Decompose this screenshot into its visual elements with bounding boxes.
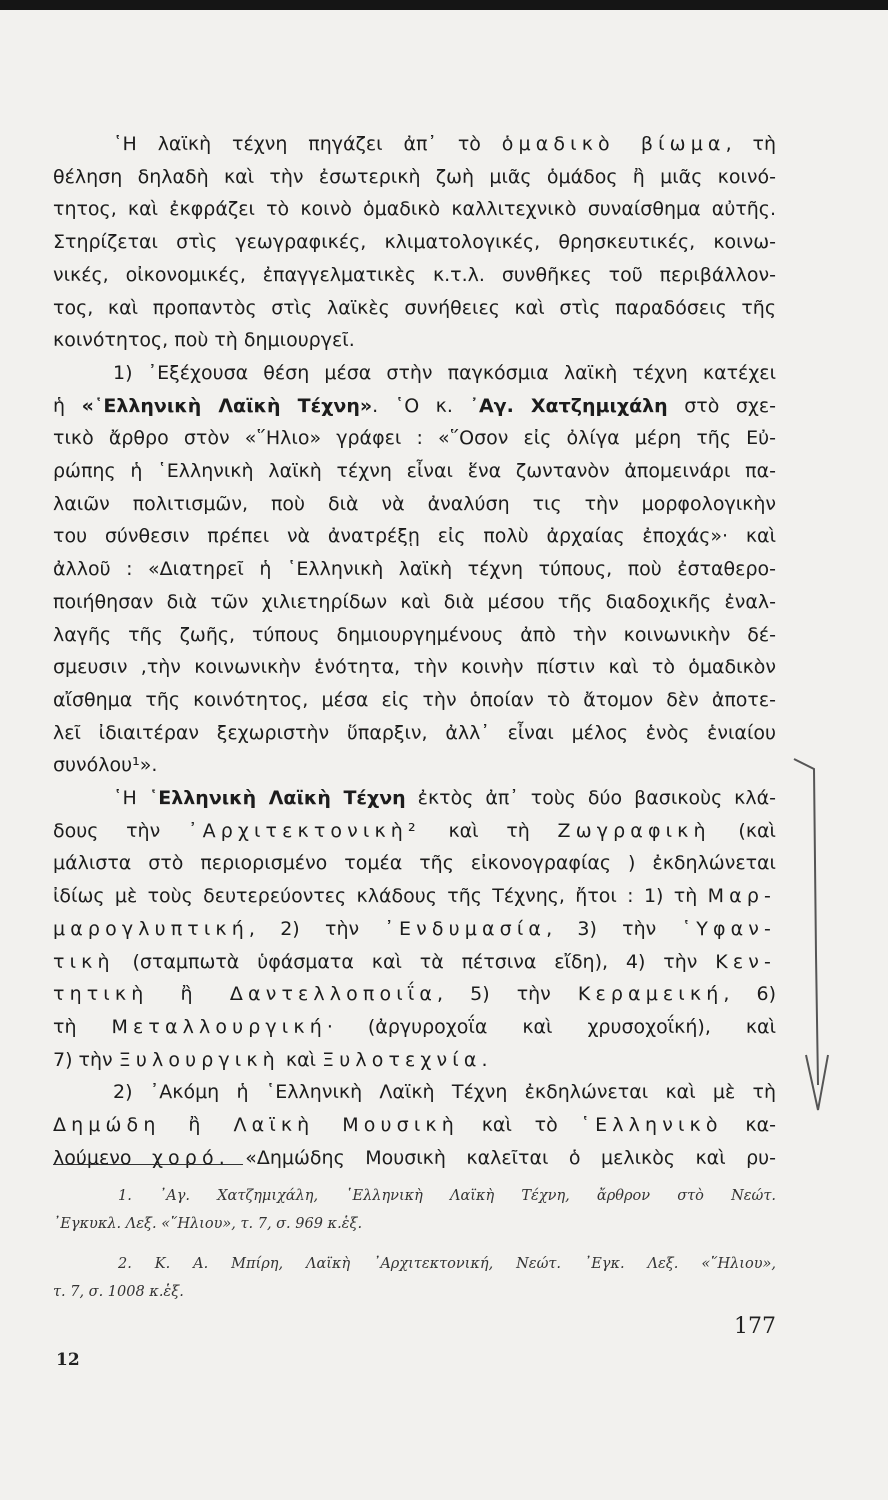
text-run: θέληση δηλαδὴ καὶ τὴν ἐσωτερικὴ ζωὴ μιᾶς ὁμάδος ἢ μιᾶς κοινό- xyxy=(53,165,776,188)
text-line xyxy=(53,782,776,814)
text-line xyxy=(53,292,776,324)
text-line xyxy=(53,390,776,422)
text-line xyxy=(53,946,776,978)
text-line xyxy=(53,717,776,749)
spaced-term: ᾽Ενδυμασία xyxy=(384,917,547,940)
pencil-bracket-mark xyxy=(788,755,838,1125)
spaced-term: Μεταλλουργική xyxy=(111,1015,327,1038)
text-line xyxy=(53,357,776,389)
spaced-term: ῾Ελληνικὸ xyxy=(580,1114,723,1136)
text-line xyxy=(53,651,776,683)
spaced-term: χορό xyxy=(151,1146,219,1169)
text-run: 7) τὴν xyxy=(53,1048,119,1071)
text-line xyxy=(53,815,776,847)
text-run: . xyxy=(481,1048,488,1071)
text-run: , 5) τὴν xyxy=(437,983,578,1006)
spaced-term: ὁμαδικὸ βίωμα xyxy=(501,133,726,155)
text-line xyxy=(53,619,776,651)
text-run: μάλιστα στὸ περιορισμένο τομέα τῆς εἰκονογραφίας ) ἐκδηλώνεται xyxy=(53,852,776,875)
spaced-term: Δημώδη ἢ Λαϊκὴ Μουσικὴ xyxy=(53,1114,459,1136)
spaced-term: ᾽Αρχιτεκτονικὴ² xyxy=(187,819,421,842)
spaced-term: Κεραμεική xyxy=(577,983,724,1006)
text-line xyxy=(53,226,776,258)
text-run: καὶ τὸ xyxy=(458,1114,581,1136)
text-run: Στηρίζεται στὶς γεωγραφικές, κλιματολογικές, θρησκευτικές, κοινω- xyxy=(53,231,776,254)
text-run: τικὸ ἄρθρο στὸν «῞Ηλιο» γράφει : «῞Οσον εἰς ὀλίγα μέρη τῆς Εὐ- xyxy=(53,427,776,450)
text-run: ἐκτὸς ἀπ᾽ τοὺς δύο βασικοὺς κλά- xyxy=(405,787,777,809)
text-run: του σύνθεσιν πρέπει νὰ ἀνατρέξῃ εἰς πολὺ ἀρχαίας ἐποχάς»· καὶ xyxy=(53,525,776,548)
text-run: ποιήθησαν διὰ τῶν χιλιετηρίδων καὶ διὰ μέσου τῆς διαδοχικῆς ἐναλ- xyxy=(53,590,776,613)
text-run: τος, καὶ προπαντὸς στὶς λαϊκὲς συνήθειες καὶ στὶς παραδόσεις τῆς xyxy=(53,296,776,319)
signature-mark: 12 xyxy=(56,1350,80,1370)
text-line xyxy=(53,259,776,291)
text-line xyxy=(53,324,776,356)
text-run: λαγῆς τῆς ζωῆς, τύπους δημιουργημένους ἀπὸ τὴν κοινωνικὴν δέ- xyxy=(53,623,776,646)
spaced-term: τικὴ xyxy=(53,950,115,973)
spaced-term: μαρογλυπτική xyxy=(53,917,249,940)
text-run: λούμενο xyxy=(53,1146,152,1169)
bold-term: ῾Ελληνικὴ Λαϊκὴ Τέχνη xyxy=(148,787,406,809)
text-run: (καὶ xyxy=(710,819,776,842)
text-run: τητος, καὶ ἐκφράζει τὸ κοινὸ ὁμαδικὸ καλλιτεχνικὸ συναίσθημα αὐτῆς. xyxy=(53,198,776,221)
text-line xyxy=(53,847,776,879)
text-run: · (ἀργυροχοΐα καὶ χρυσοχοΐκή), καὶ xyxy=(326,1015,777,1038)
spaced-term: ῾Υφαν- xyxy=(681,917,776,940)
text-run: 2) ᾽Ακόμη ἡ ῾Ελληνικὴ Λαϊκὴ Τέχνη ἐκδηλώνεται καὶ μὲ τὴ xyxy=(113,1081,776,1104)
text-line xyxy=(53,553,776,585)
text-run: καὶ τὴ xyxy=(420,819,558,842)
text-run: ῾Η λαϊκὴ τέχνη πηγάζει ἀπ᾽ τὸ xyxy=(113,133,502,155)
text-run: στὸ σχε- xyxy=(667,394,776,417)
text-run: τὴ xyxy=(53,1015,112,1038)
bold-term: ᾽Αγ. Χατζημιχάλη xyxy=(469,394,668,417)
text-run: (σταμπωτὰ ὑφάσματα καὶ τὰ πέτσινα εἴδη), 4) τὴν xyxy=(114,950,716,973)
text-run: νικές, οἰκονομικές, ἐπαγγελματικὲς κ.τ.λ. συνθῆκες τοῦ περιβάλλον- xyxy=(53,263,776,286)
text-run: αἴσθημα τῆς κοινότητος, μέσα εἰς τὴν ὁποίαν τὸ ἄτομον δὲν ἀποτε- xyxy=(53,688,776,711)
footnote-line: τ. 7, σ. 1008 κ.ἑξ. xyxy=(53,1284,184,1300)
text-run: δους τὴν xyxy=(53,819,188,842)
text-run: , 6) xyxy=(723,983,776,1006)
text-run: , τὴ xyxy=(725,133,776,155)
text-line xyxy=(53,684,776,716)
text-line xyxy=(53,1011,776,1043)
text-line xyxy=(53,520,776,552)
spaced-term: Κεν- xyxy=(715,950,776,973)
text-run: ἀλλοῦ : «Διατηρεῖ ἡ ῾Ελληνικὴ λαϊκὴ τέχνη τύπους, ποὺ ἐσταθερο- xyxy=(53,558,776,581)
text-line xyxy=(53,1076,776,1108)
text-run: ἰδίως μὲ τοὺς δευτερεύοντες κλάδους τῆς Τέχνης, ἤτοι : 1) τὴ xyxy=(53,885,708,908)
text-line xyxy=(53,913,776,945)
spaced-term: Ξυλουργικὴ xyxy=(118,1048,280,1071)
text-run: συνόλου¹». xyxy=(53,754,158,777)
text-line xyxy=(53,1109,776,1141)
page-number: 177 xyxy=(734,1314,776,1339)
text-line xyxy=(53,161,776,193)
text-run: , 3) τὴν xyxy=(546,917,682,940)
text-run: , 2) τὴν xyxy=(248,917,385,940)
text-line xyxy=(53,1044,776,1076)
text-line xyxy=(53,978,776,1010)
text-run: κοινότητος, ποὺ τὴ δημιουργεῖ. xyxy=(53,329,355,352)
text-line xyxy=(53,422,776,454)
text-run: ρώπης ἡ ῾Ελληνικὴ λαϊκὴ τέχνη εἶναι ἕνα ζωντανὸν ἀπομεινάρι πα- xyxy=(53,460,776,482)
footnote-rule xyxy=(53,1164,243,1165)
footnote-line: 1. ᾽Αγ. Χατζημιχάλη, ῾Ελληνικὴ Λαϊκὴ Τέχνη, ἄρθρον στὸ Νεώτ. xyxy=(118,1188,776,1204)
text-run: λαιῶν πολιτισμῶν, ποὺ διὰ νὰ ἀναλύση τις τὴν μορφολογικὴν xyxy=(53,492,776,515)
text-line xyxy=(53,193,776,225)
text-line xyxy=(53,1142,776,1174)
text-run: ἡ xyxy=(53,394,82,417)
footnote-line: 2. Κ. Α. Μπίρη, Λαϊκὴ ᾽Αρχιτεκτονική, Νεώτ. ᾽Εγκ. Λεξ. «῞Ηλιου», xyxy=(118,1256,776,1272)
text-line xyxy=(53,586,776,618)
text-line xyxy=(53,128,776,160)
text-line xyxy=(53,488,776,520)
text-run: κα- xyxy=(722,1114,777,1136)
text-run: ῾Η xyxy=(113,787,149,809)
spaced-term: Ξυλοτεχνία xyxy=(322,1048,482,1071)
spaced-term: Ζωγραφικὴ xyxy=(557,819,711,842)
text-run: καὶ xyxy=(279,1048,323,1071)
text-run: σμευσιν ,τὴν κοινωνικὴν ἑνότητα, τὴν κοινὴν πίστιν καὶ τὸ ὁμαδικὸν xyxy=(53,656,776,679)
text-run: . «Δημώδης Μουσικὴ καλεῖται ὁ μελικὸς καὶ ρυ- xyxy=(218,1146,776,1169)
text-line xyxy=(53,749,776,781)
bold-term: «῾Ελληνικὴ Λαϊκὴ Τέχνη» xyxy=(81,394,373,417)
scan-top-edge xyxy=(0,0,888,10)
text-run: λεῖ ἰδιαιτέραν ξεχωριστὴν ὕπαρξιν, ἀλλ᾽ εἶναι μέλος ἑνὸς ἑνιαίου xyxy=(53,721,776,744)
spaced-term: Μαρ- xyxy=(707,885,776,908)
text-run: . ῾Ο κ. xyxy=(372,394,470,417)
spaced-term: τητικὴ ἢ Δαντελλοποιΐα xyxy=(53,983,438,1006)
text-line xyxy=(53,880,776,912)
footnote-line: ᾽Εγκυκλ. Λεξ. «῞Ηλιου», τ. 7, σ. 969 κ.ἑξ. xyxy=(53,1216,363,1232)
text-run: 1) ᾽Εξέχουσα θέση μέσα στὴν παγκόσμια λαϊκὴ τέχνη κατέχει xyxy=(113,361,776,384)
text-line xyxy=(53,455,776,487)
